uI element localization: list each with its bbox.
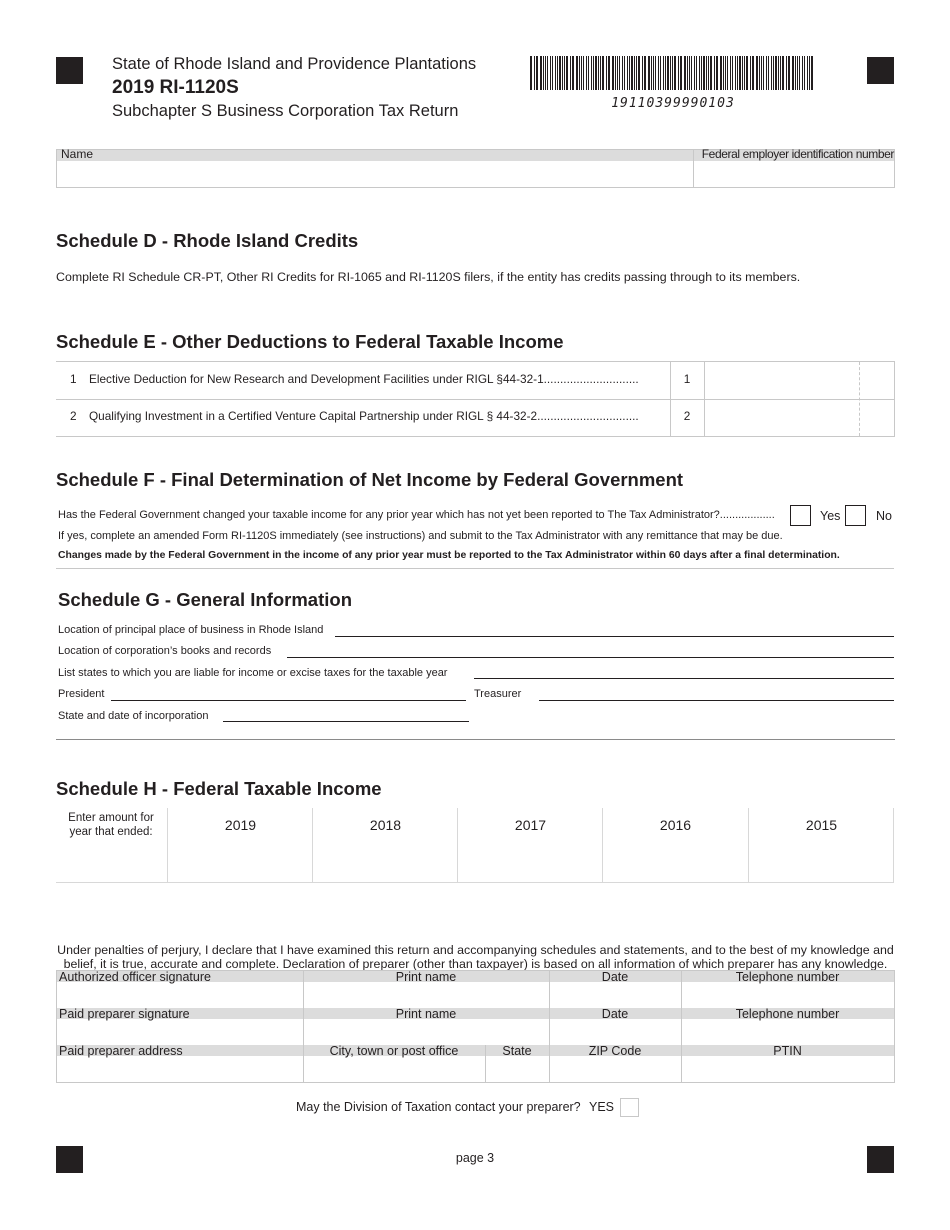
schedule-f-question: Has the Federal Government changed your taxable income for any prior year which has not yet been reported to The Tax Administrator?.................. (58, 509, 775, 521)
no-checkbox[interactable] (845, 505, 866, 526)
fein-label: Federal employer identification number (701, 147, 894, 161)
barcode (530, 56, 816, 90)
preparer-signature-input[interactable] (57, 1019, 302, 1044)
year-2017: 2017 (514, 817, 547, 833)
schedule-e-title: Schedule E - Other Deductions to Federal Taxable Income (56, 331, 564, 352)
date-label: Date (601, 1007, 629, 1021)
city-label: City, town or post office (329, 1044, 459, 1058)
line-1-description: Elective Deduction for New Research and Development Facilities under RIGL §44-32-1............................. (89, 372, 639, 386)
barcode-number: 19110399990103 (611, 96, 735, 111)
line-2-amount-input[interactable] (705, 399, 894, 436)
officer-signature-label: Authorized officer signature (59, 970, 211, 984)
yes-label: Yes (820, 509, 841, 523)
line-1-amount-input[interactable] (705, 362, 894, 398)
divider (56, 739, 895, 740)
amount-2015-input[interactable] (750, 840, 893, 882)
states-liable-input[interactable] (474, 678, 894, 679)
city-input[interactable] (303, 1056, 484, 1082)
president-input[interactable] (111, 700, 466, 701)
schedule-f-title: Schedule F - Final Determination of Net Income by Federal Government (56, 469, 684, 490)
year-2015: 2015 (805, 817, 838, 833)
preparer-address-label: Paid preparer address (59, 1044, 183, 1058)
states-liable-label: List states to which you are liable for income or excise taxes for the taxable year (58, 667, 448, 679)
preparer-address-input[interactable] (57, 1056, 302, 1082)
schedule-d-title: Schedule D - Rhode Island Credits (56, 230, 359, 251)
officer-telephone-input[interactable] (681, 982, 894, 1007)
print-name-label: Print name (395, 970, 457, 984)
fein-field[interactable] (694, 161, 894, 187)
yes-checkbox[interactable] (790, 505, 811, 526)
ptin-input[interactable] (681, 1056, 894, 1082)
line-box-number: 1 (683, 372, 691, 386)
amount-2018-input[interactable] (314, 840, 457, 882)
registration-mark (867, 57, 894, 84)
preparer-signature-label: Paid preparer signature (59, 1007, 190, 1021)
name-label: Name (61, 147, 94, 161)
state-input[interactable] (485, 1056, 548, 1082)
name-field[interactable] (57, 161, 692, 187)
line-box-number: 2 (683, 409, 691, 423)
contact-yes-checkbox[interactable] (620, 1098, 639, 1117)
schedule-h-row-label: Enter amount for year that ended: (68, 812, 154, 838)
schedule-g-title: Schedule G - General Information (58, 589, 352, 610)
form-title: 2019 RI-1120S (112, 77, 239, 98)
contact-preparer-question: May the Division of Taxation contact your preparer? (296, 1100, 581, 1114)
incorporation-input[interactable] (223, 721, 469, 722)
amount-2019-input[interactable] (169, 840, 312, 882)
perjury-declaration: Under penalties of perjury, I declare that I have examined this return and accompanying schedules and statements, and to the best of my knowledge and belief, it is true, accurate and complete. Declaration of preparer (other than taxpayer) is based on all information of which preparer has any knowledge. (57, 943, 894, 971)
print-name-label: Print name (395, 1007, 457, 1021)
location-books-label: Location of corporation’s books and records (58, 645, 272, 657)
schedule-f-instruction: If yes, complete an amended Form RI-1120S immediately (see instructions) and submit to the Tax Administrator with any remittance that may be due. (58, 530, 783, 542)
divider (56, 568, 894, 569)
treasurer-label: Treasurer (474, 688, 522, 700)
year-2019: 2019 (224, 817, 257, 833)
schedule-h-title: Schedule H - Federal Taxable Income (56, 778, 382, 799)
contact-yes-label: YES (589, 1100, 615, 1114)
zip-input[interactable] (549, 1056, 680, 1082)
line-2-description: Qualifying Investment in a Certified Venture Capital Partnership under RIGL § 44-32-2............................... (89, 409, 639, 423)
preparer-telephone-input[interactable] (681, 1019, 894, 1044)
amount-2016-input[interactable] (604, 840, 747, 882)
form-subtitle: Subchapter S Business Corporation Tax Return (112, 102, 459, 120)
location-business-label: Location of principal place of business in Rhode Island (58, 624, 324, 636)
preparer-date-input[interactable] (549, 1019, 680, 1044)
officer-signature-input[interactable] (57, 982, 302, 1007)
telephone-label: Telephone number (735, 1007, 840, 1021)
incorporation-label: State and date of incorporation (58, 710, 209, 722)
location-business-input[interactable] (335, 636, 894, 637)
officer-date-input[interactable] (549, 982, 680, 1007)
preparer-print-name-input[interactable] (303, 1019, 548, 1044)
line-number: 1 (70, 372, 77, 386)
schedule-f-note: Changes made by the Federal Government in the income of any prior year must be reported to the Tax Administrator within 60 days after a final determination. (58, 550, 840, 561)
line-number: 2 (70, 409, 77, 423)
officer-print-name-input[interactable] (303, 982, 548, 1007)
amount-2017-input[interactable] (459, 840, 602, 882)
date-label: Date (601, 970, 629, 984)
page-number: page 3 (455, 1151, 495, 1165)
year-2016: 2016 (659, 817, 692, 833)
state-label: State (502, 1044, 532, 1058)
president-label: President (58, 688, 105, 700)
schedule-d-text: Complete RI Schedule CR-PT, Other RI Credits for RI-1065 and RI-1120S filers, if the entity has credits passing through to its members. (56, 270, 801, 284)
location-books-input[interactable] (287, 657, 894, 658)
year-2018: 2018 (369, 817, 402, 833)
ptin-label: PTIN (773, 1044, 802, 1058)
telephone-label: Telephone number (735, 970, 840, 984)
registration-mark (56, 57, 83, 84)
state-name: State of Rhode Island and Providence Plantations (112, 55, 477, 73)
treasurer-input[interactable] (539, 700, 894, 701)
zip-label: ZIP Code (588, 1044, 642, 1058)
no-label: No (876, 509, 892, 523)
